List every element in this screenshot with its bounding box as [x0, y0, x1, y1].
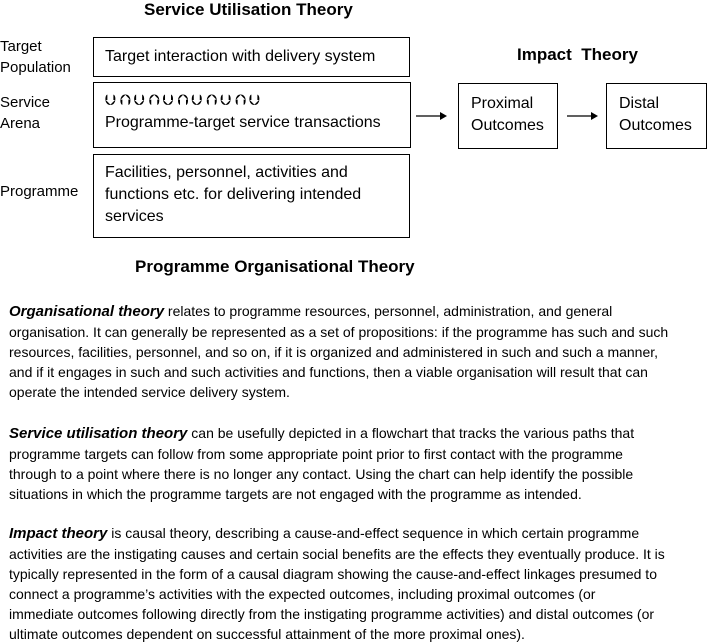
label-target-line-1: Target — [0, 38, 42, 55]
target-interaction-box — [93, 37, 410, 77]
impact-line-1-text: is causal theory, describing a cause-and-effect sequence in which certain programme — [107, 525, 640, 541]
label-service-line-1: Service — [0, 94, 51, 111]
org-line-1-text: relates to programme resources, personnel, administration, and general — [164, 303, 613, 319]
arrow-to-proximal-icon — [414, 107, 450, 125]
proximal-outcomes-box — [458, 83, 558, 149]
org-line-3: resources, facilities, personnel, and so on, if it is organized and administered in such and such a manner, — [9, 344, 659, 360]
service-line-1 — [9, 423, 708, 444]
impact-line-4: connect a programme’s activities with the expected outcomes, including proximal outcomes (or — [9, 586, 596, 602]
service-transactions-box — [93, 82, 411, 148]
org-line-4: and if it engages in such and such activities and functions, then a viable organisation will result that can — [9, 364, 648, 380]
impact-line-2: activities are the instigating causes and certain social benefits are the effects they eventually produce. It is — [9, 546, 665, 562]
label-service-line-2: Arena — [0, 115, 41, 132]
programme-box — [93, 154, 410, 238]
service-line-4: situations in which the programme targets are not engaged with the programme as intended. — [9, 486, 582, 502]
impact-theory-title: Impact Theory — [517, 45, 638, 64]
transaction-arrows-icon: ⮋⮉⮋⮉⮋⮉⮋⮉⮋⮉⮋ — [105, 92, 264, 109]
impact-term: Impact theory — [9, 525, 108, 542]
service-utilisation-title: Service Utilisation Theory — [144, 0, 353, 19]
target-interaction-text: Target interaction with delivery system — [105, 48, 376, 65]
proximal-line-2: Outcomes — [471, 117, 544, 134]
impact-line-6: ultimate outcomes dependent on successful attainment of the more proximal ones). — [9, 626, 525, 642]
service-line-2: programme targets can follow from some appropriate point prior to first contact with the programme — [9, 446, 623, 462]
org-line-5: operate the intended service delivery system. — [9, 384, 290, 400]
impact-line-5: immediate outcomes following directly from the instigating programme activities) and distal outcomes (or — [9, 606, 655, 622]
arrow-to-distal-icon — [565, 107, 601, 125]
transactions-text: Programme-target service transactions — [105, 114, 381, 131]
organisational-theory-paragraph — [9, 301, 708, 402]
distal-outcomes-box — [606, 83, 707, 149]
label-programme: Programme — [0, 183, 79, 200]
distal-line-2: Outcomes — [619, 117, 692, 134]
org-term: Organisational theory — [9, 303, 165, 320]
service-term: Service utilisation theory — [9, 425, 188, 442]
programme-line-3: services — [105, 208, 164, 225]
programme-line-2: functions etc. for delivering intended — [105, 186, 362, 203]
label-service-arena — [0, 92, 50, 134]
org-line-2: organisation. It can generally be represented as a set of propositions: if the programme has such and such — [9, 324, 669, 340]
impact-line-1 — [9, 523, 708, 544]
impact-theory-paragraph — [9, 523, 708, 644]
programme-line-1: Facilities, personnel, activities and — [105, 164, 348, 181]
distal-line-1: Distal — [619, 95, 660, 112]
service-utilisation-paragraph — [9, 423, 708, 504]
service-line-3: through to a point where there is no longer any contact. Using the chart can help identify the possible — [9, 466, 634, 482]
org-line-1 — [9, 301, 708, 322]
programme-organisational-title: Programme Organisational Theory — [135, 257, 415, 276]
label-target-population — [0, 36, 71, 78]
service-line-1-text: can be usefully depicted in a flowchart that tracks the various paths that — [187, 425, 635, 441]
proximal-line-1: Proximal — [471, 95, 534, 112]
impact-line-3: typically represented in the form of a causal diagram showing the cause-and-effect linkages presumed to — [9, 566, 657, 582]
label-target-line-2: Population — [0, 59, 71, 76]
